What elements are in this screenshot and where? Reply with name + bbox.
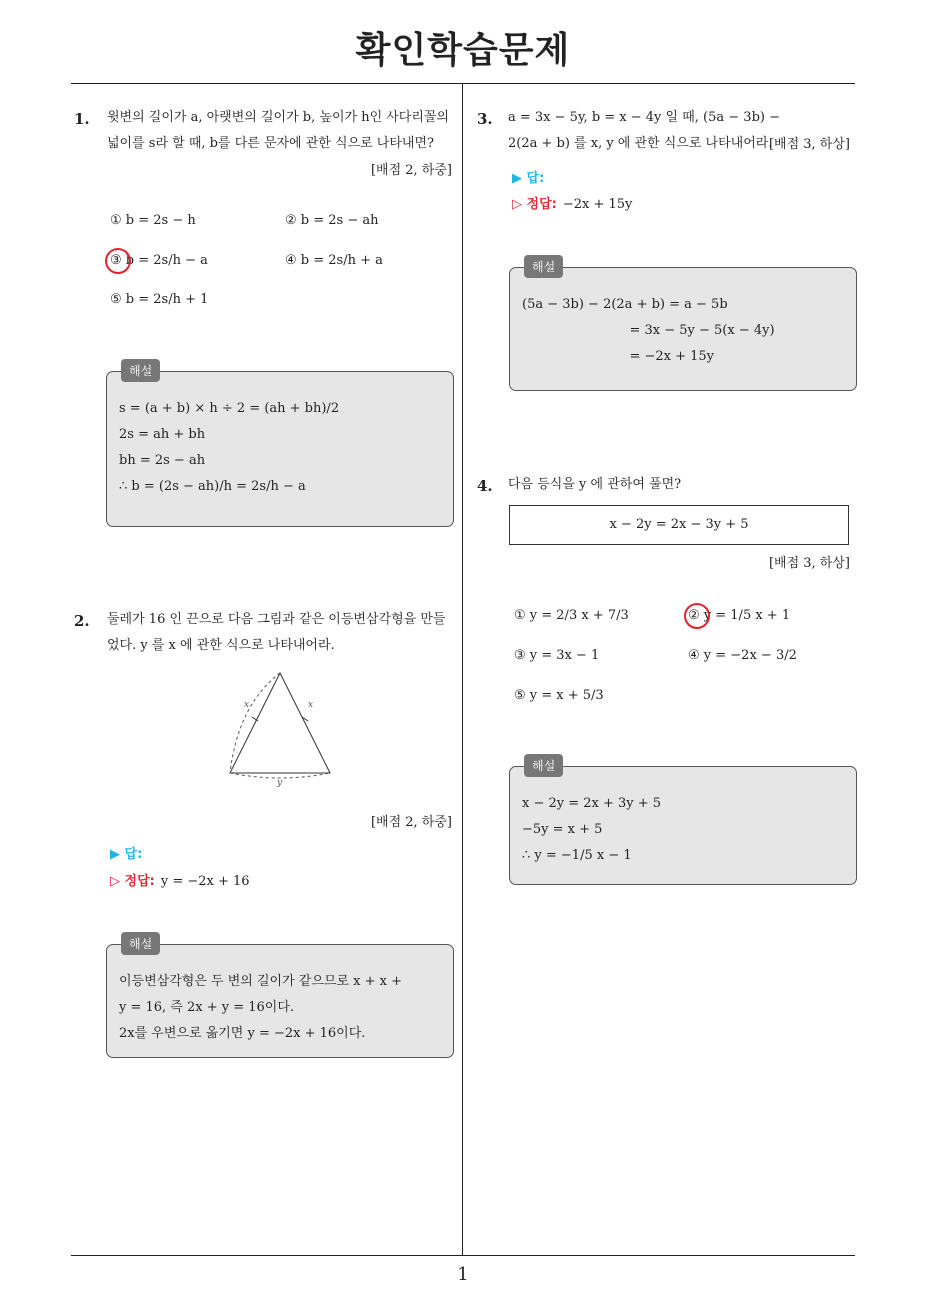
q4-selected-mark: [684, 603, 710, 629]
q3-correct-value: −2x + 15y: [562, 197, 633, 212]
q4-choice-2[interactable]: ② y = 1/5 x + 1: [688, 608, 791, 623]
q4-equation: x − 2y = 2x − 3y + 5: [609, 517, 749, 532]
figure-label-y: y: [277, 778, 283, 788]
q3-text: a = 3x − 5y, b = x − 4y 일 때, (5a − 3b) − 2(2a + b) 를 x, y 에 관한 식으로 나타내어라.: [508, 110, 780, 151]
q4-number: 4.: [477, 477, 493, 495]
q2-text: 둘레가 16 인 끈으로 다음 그림과 같은 이등변삼각형을 만들었다. y 를 x 에 관한 식으로 나타내어라.: [107, 612, 446, 653]
q4-text: 다음 등식을 y 에 관하여 풀면?: [508, 477, 682, 492]
figure-label-x-right: x: [308, 700, 314, 710]
q3-solution-text: (5a − 3b) − 2(2a + b) = a − 5b = 3x − 5y − 5(x − 4y) = −2x + 15y: [522, 297, 775, 364]
q1-solution-text: s = (a + b) × h ÷ 2 = (ah + bh)/2 2s = ah + bh bh = 2s − ah ∴ b = (2s − ah)/h = 2s/h − a: [119, 401, 340, 494]
q4-equation-box: [509, 505, 849, 545]
q2-solution-label: 해설: [121, 932, 160, 955]
page-title: 확인학습문제: [355, 30, 571, 71]
q2-number: 2.: [74, 612, 90, 630]
q1-choice-1[interactable]: ① b = 2s − h: [110, 213, 196, 228]
q1-choice-4[interactable]: ④ b = 2s/h + a: [285, 253, 383, 268]
q1-text: 윗변의 길이가 a, 아랫변의 길이가 b, 높이가 h인 사다리꼴의 넓이를 s라 할 때, b를 다른 문자에 관한 식으로 나타내면?: [107, 110, 450, 151]
q3-answer-prompt[interactable]: ▶ 답:: [512, 171, 545, 186]
isosceles-triangle-figure: [220, 665, 340, 790]
q1-meta: [배점 2, 하중]: [370, 163, 452, 178]
q1-choice-3[interactable]: ③ b = 2s/h − a: [110, 253, 208, 268]
q4-choice-5[interactable]: ⑤ y = x + 5/3: [514, 688, 604, 703]
figure-label-x-left: x: [244, 700, 250, 710]
q2-correct-answer: [110, 870, 250, 889]
q2-answer-prompt[interactable]: ▶ 답:: [110, 847, 143, 862]
q4-choice-3[interactable]: ③ y = 3x − 1: [514, 648, 600, 663]
q3-number: 3.: [477, 110, 493, 128]
q1-solution-box: [106, 364, 454, 527]
q4-solution-label: 해설: [524, 754, 563, 777]
q4-meta: [배점 3, 하상]: [768, 556, 850, 571]
column-divider: [462, 83, 463, 1255]
q3-correct-answer: [512, 193, 632, 212]
q3-correct-label: ▷ 정답:: [512, 197, 557, 212]
q2-solution-text: 이등변삼각형은 두 변의 길이가 같으므로 x + x + y = 16, 즉 2x + y = 16이다. 2x를 우변으로 옮기면 y = −2x + 16이다.: [119, 974, 402, 1041]
q2-correct-label: ▷ 정답:: [110, 874, 155, 889]
q1-selected-mark: [105, 248, 131, 274]
q2-correct-value: y = −2x + 16: [160, 874, 250, 889]
q4-choice-4[interactable]: ④ y = −2x − 3/2: [688, 648, 797, 663]
q3-meta: [배점 3, 하상]: [768, 137, 850, 152]
q1-number: 1.: [74, 110, 90, 128]
q4-choice-1[interactable]: ① y = 2/3 x + 7/3: [514, 608, 629, 623]
q2-meta: [배점 2, 하중]: [370, 815, 452, 830]
footer-rule: [71, 1255, 855, 1256]
q1-solution-label: 해설: [121, 359, 160, 382]
q1-choice-2[interactable]: ② b = 2s − ah: [285, 213, 379, 228]
header-rule: [71, 83, 855, 84]
q4-solution-text: x − 2y = 2x + 3y + 5 −5y = x + 5 ∴ y = −1/5 x − 1: [522, 796, 662, 863]
page-number: 1: [457, 1264, 469, 1285]
q3-solution-box: [509, 260, 857, 391]
q4-solution-box: [509, 759, 857, 885]
q3-solution-label: 해설: [524, 255, 563, 278]
q2-solution-box: [106, 937, 454, 1058]
q1-choice-5[interactable]: ⑤ b = 2s/h + 1: [110, 292, 209, 307]
